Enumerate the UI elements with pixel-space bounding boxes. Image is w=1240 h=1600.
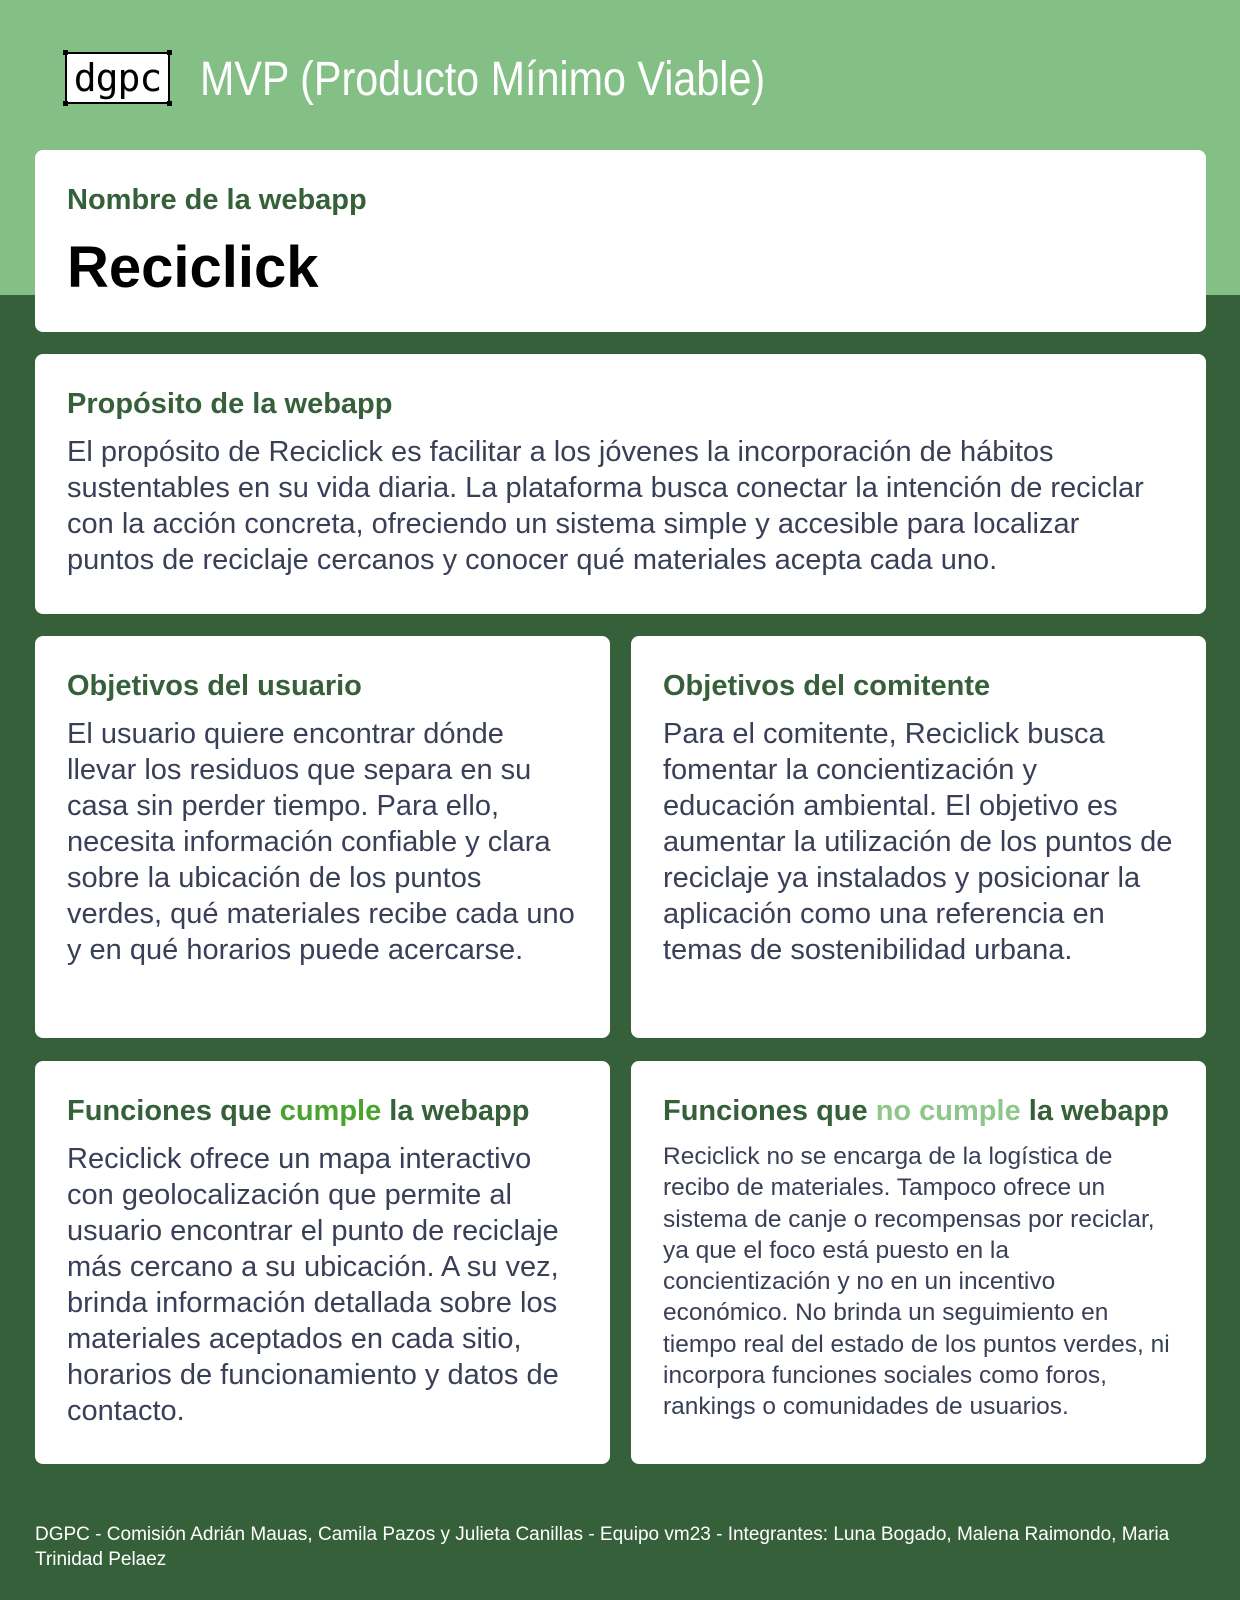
- page-title: MVP (Producto Mínimo Viable): [200, 53, 766, 106]
- client-goals-card: [631, 636, 1206, 1038]
- functions-does-heading: [67, 1091, 578, 1131]
- webapp-name-heading: Nombre de la webapp: [67, 184, 367, 216]
- heading-prefix: Funciones que: [67, 1095, 280, 1127]
- functions-does-text: Reciclick ofrece un mapa interactivo con geolocalización que permite al usuario encontrar el punto de reciclaje más cercano a su ubicación. A su vez, brinda información detallada sobre los materiales aceptados en cada sitio, horarios de funcionamiento y datos de contacto.: [67, 1143, 559, 1427]
- footer-credits: DGPC - Comisión Adrián Mauas, Camila Pazos y Julieta Canillas - Equipo vm23 - Integrantes: Luna Bogado, Malena Raimondo, Maria Trinidad Pelaez: [35, 1524, 1170, 1570]
- purpose-card: [35, 354, 1206, 614]
- functions-doesnt-heading: [663, 1091, 1174, 1131]
- logo-corner-mark: [63, 50, 68, 55]
- purpose-heading: Propósito de la webapp: [67, 388, 393, 420]
- logo-text: dgpc: [73, 56, 162, 100]
- functions-doesnt-card: [631, 1061, 1206, 1464]
- user-goals-card: [35, 636, 610, 1038]
- client-goals-heading: Objetivos del comitente: [663, 670, 991, 702]
- user-goals-heading: Objetivos del usuario: [67, 670, 362, 702]
- logo-corner-mark: [167, 50, 172, 55]
- webapp-name: Reciclick: [67, 235, 319, 300]
- functions-doesnt-text: Reciclick no se encarga de la logística de recibo de materiales. Tampoco ofrece un sistema de canje o recompensas por reciclar, ya que el foco está puesto en la concientización y no en un incentivo económico. No brinda un seguimiento en tiempo real del estado de los puntos verdes, ni incorpora funciones sociales como foros, rankings o comunidades de usuarios.: [663, 1143, 1170, 1421]
- functions-does-card: [35, 1061, 610, 1464]
- user-goals-text: El usuario quiere encontrar dónde llevar los residuos que separa en su casa sin perder tiempo. Para ello, necesita información confiable y clara sobre la ubicación de los puntos verdes, qué materiales recibe cada uno y en qué horarios puede acercarse.: [67, 718, 575, 966]
- heading-prefix: Funciones que: [663, 1095, 876, 1127]
- logo-corner-mark: [167, 101, 172, 106]
- dgpc-logo: [65, 52, 170, 104]
- heading-suffix: la webapp: [381, 1095, 530, 1127]
- client-goals-text: Para el comitente, Reciclick busca fomentar la concientización y educación ambiental. El objetivo es aumentar la utilización de los puntos de reciclaje ya instalados y posicionar la aplicación como una referencia en temas de sostenibilidad urbana.: [663, 718, 1173, 966]
- heading-suffix: la webapp: [1020, 1095, 1169, 1127]
- heading-highlight: cumple: [279, 1095, 382, 1127]
- purpose-text: El propósito de Reciclick es facilitar a los jóvenes la incorporación de hábitos sustentables en su vida diaria. La plataforma busca conectar la intención de reciclar con la acción concreta, ofreciendo un sistema simple y accesible para localizar puntos de reciclaje cercanos y conocer qué materiales acepta cada uno.: [67, 436, 1144, 576]
- webapp-name-card: [35, 150, 1206, 332]
- logo-corner-mark: [63, 101, 68, 106]
- heading-highlight: no cumple: [875, 1095, 1021, 1127]
